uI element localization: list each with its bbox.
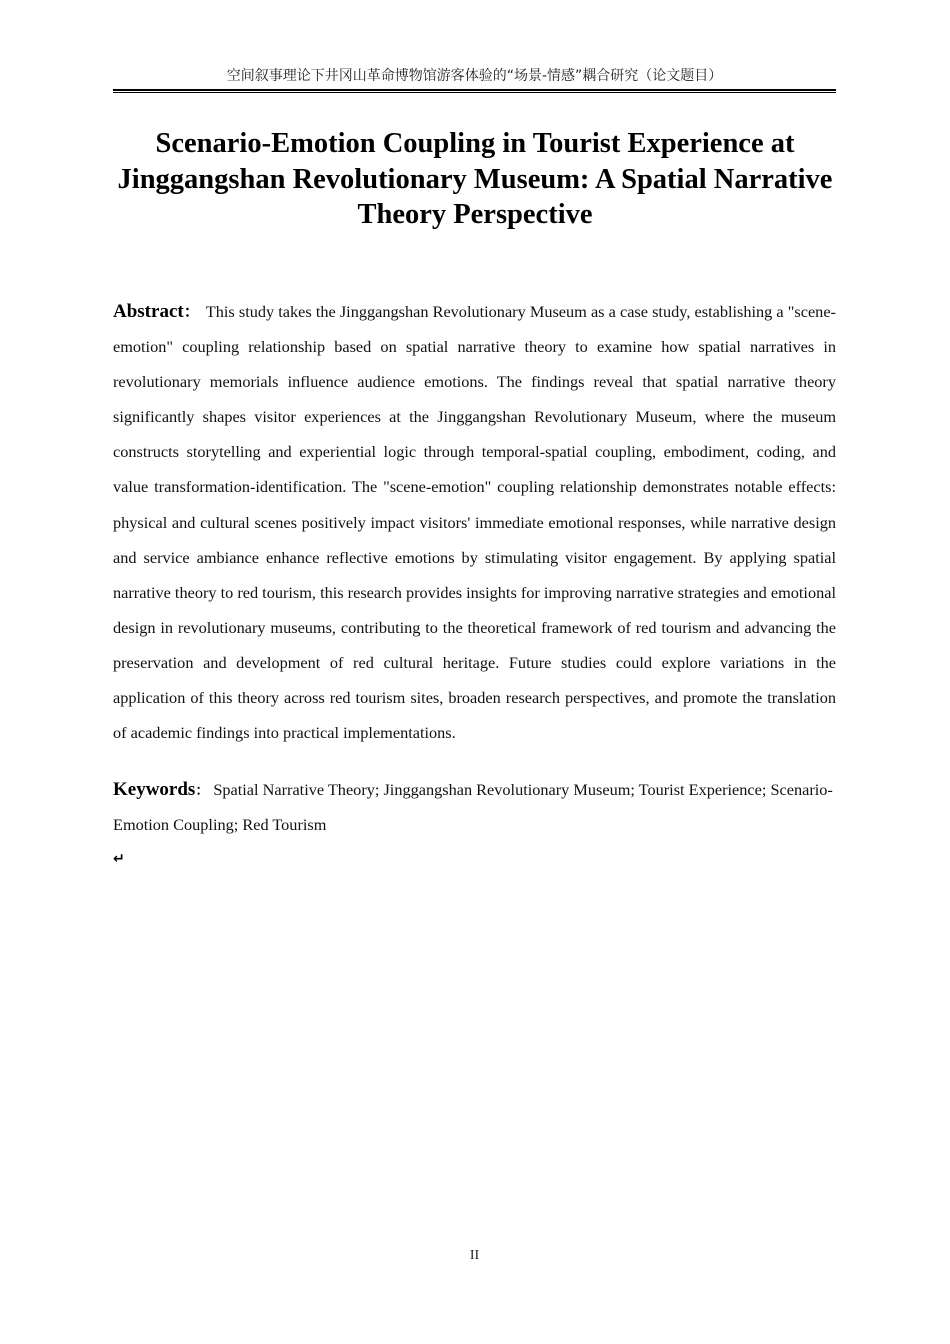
abstract-colon: ： — [183, 302, 200, 321]
abstract-text: This study takes the Jinggangshan Revolutionary Museum as a case study, establishing a "scene-emotion" coupling relationship based on spatial narrative theory to examine how spatial narratives in revolutionary memorials influence audience emotions. The findings reveal that spatial narrative theory significantly shapes visitor experiences at the Jinggangshan Revolutionary Museum, where the museum constructs storytelling and experiential logic through temporal-spatial coupling, embodiment, coding, and value transformation-identification. The "scene-emotion" coupling relationship demonstrates notable effects: physical and cultural scenes positively impact visitors' immediate emotional responses, while narrative design and service ambiance enhance reflective emotions by stimulating visitor engagement. By applying spatial narrative theory to red tourism, this research provides insights for improving narrative strategies and emotional design in revolutionary museums, contributing to the theoretical framework of red tourism and advancing the preservation and development of red cultural heritage. Future studies could explore variations in the application of this theory across red tourism sites, broaden research perspectives, and promote the translation of academic findings into practical implementations. — [113, 302, 836, 743]
running-header: 空间叙事理论下井冈山革命博物馆游客体验的“场景-情感”耦合研究（论文题目） — [226, 68, 723, 84]
page-number: II — [469, 1248, 480, 1263]
keywords-label: Keywords — [113, 779, 196, 800]
abstract-paragraph — [113, 294, 836, 750]
keywords-text: Spatial Narrative Theory; Jinggangshan Revolutionary Museum; Tourist Experience; Scenario-Emotion Coupling; Red Tourism — [113, 780, 833, 834]
keywords-colon: ： — [195, 783, 210, 799]
header-rule — [113, 89, 836, 93]
abstract-label: Abstract — [113, 301, 184, 322]
keywords-paragraph — [113, 773, 836, 841]
paragraph-mark-icon: ↵ — [113, 851, 125, 867]
paper-title: Scenario-Emotion Coupling in Tourist Experience at Jinggangshan Revolutionary Museum: A Spatial Narrative Theory Perspective — [117, 128, 833, 230]
